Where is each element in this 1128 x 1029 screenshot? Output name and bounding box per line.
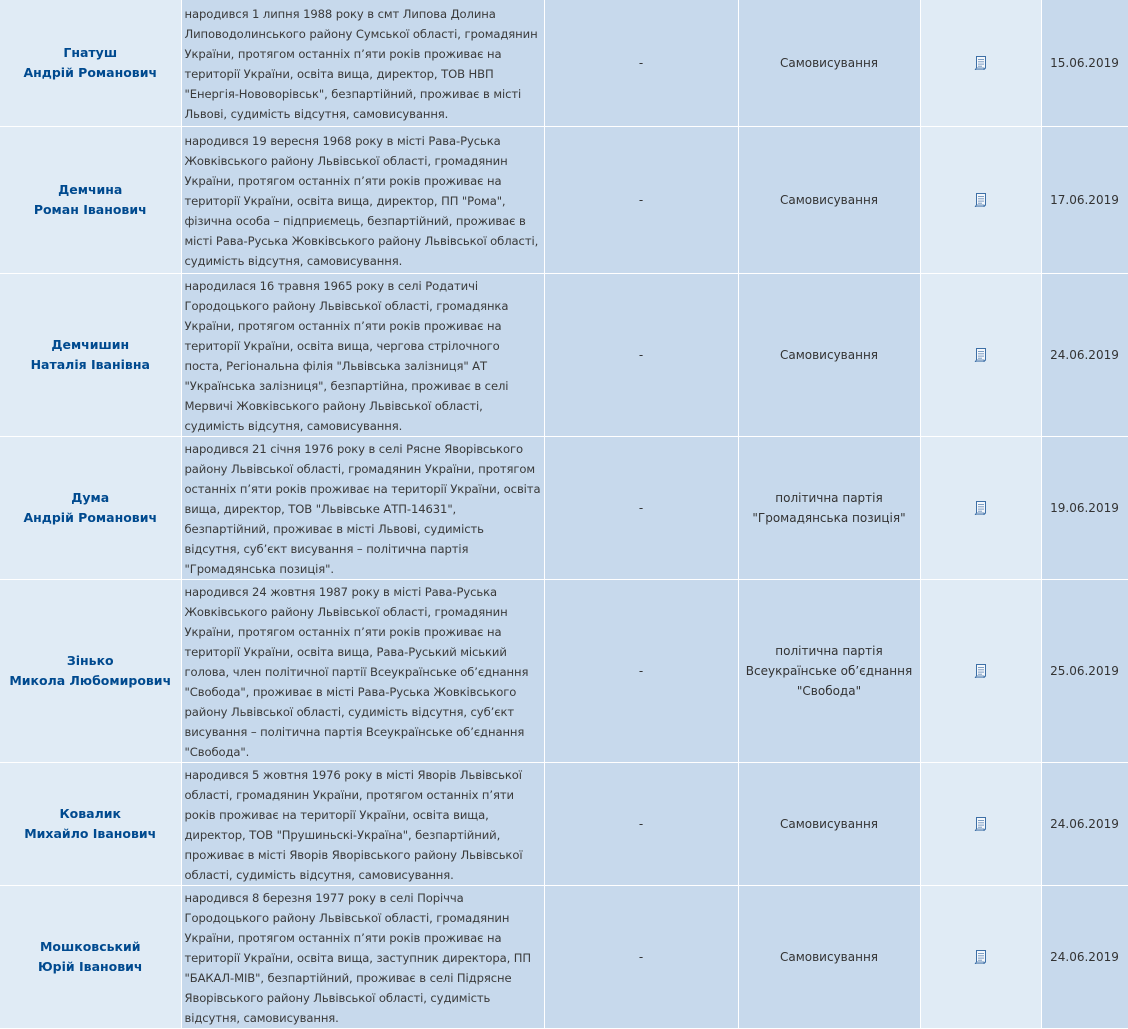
candidate-last-name: Демчишин — [51, 336, 130, 352]
candidate-last-name: Ковалик — [59, 805, 122, 821]
nomination-subject-cell — [738, 126, 920, 273]
registration-date-cell: 24.06.2019 — [1041, 885, 1128, 1028]
candidate-bio-text: народився 1 липня 1988 року в смт Липова Долина Липоводолинського району Сумської області, громадянин України, протягом останніх п’яти років проживає на території України, освіта вища, директор, ТОВ НВП "Енергія-Нововорівськ", безпартійний, проживає в місті Львові, судимість відсутня, самовисування. — [184, 6, 538, 121]
document-link-cell — [920, 579, 1041, 762]
candidate-name-cell — [0, 126, 181, 273]
candidate-first-names: Андрій Романович — [23, 509, 158, 525]
document-link-cell — [920, 885, 1041, 1028]
document-link-cell — [920, 126, 1041, 273]
candidate-last-name: Демчина — [58, 181, 123, 197]
candidate-last-name: Зінько — [66, 652, 114, 668]
nomination-subject-line: Самовисування — [779, 949, 879, 964]
table-row — [0, 273, 1128, 436]
candidate-name-cell — [0, 579, 181, 762]
candidate-bio-cell — [181, 762, 544, 885]
registration-date-cell: 17.06.2019 — [1041, 126, 1128, 273]
candidate-last-name: Гнатуш — [63, 44, 118, 60]
candidate-bio-text: народився 8 березня 1977 року в селі Порічча Городоцького району Львівської області, громадянин України, протягом останніх п’яти років проживає на території України, освіта вища, заступник директора, ПП "БАКАЛ-МІВ", безпартійний, проживає в селі Підрясне Яворівського району Львівської області, судимість відсутня, самовисування. — [184, 890, 531, 1025]
party-membership-cell: - — [544, 885, 738, 1028]
nomination-subject-line: Самовисування — [779, 816, 879, 831]
candidate-name-cell — [0, 436, 181, 579]
document-icon[interactable] — [973, 663, 989, 679]
candidate-first-names: Наталія Іванівна — [30, 356, 150, 372]
party-membership-cell: - — [544, 126, 738, 273]
party-membership-cell: - — [544, 273, 738, 436]
candidate-first-names: Михайло Іванович — [24, 825, 157, 841]
document-icon[interactable] — [973, 192, 989, 208]
candidate-bio-text: народився 5 жовтня 1976 року в місті Яворів Львівської області, громадянин України, протягом останніх п’яти років проживає на території України, освіта вища, директор, ТОВ "Прушиньскі-Україна", безпартійний, проживає в місті Яворів Яворівського району Львівської області, судимість відсутня, самовисування. — [184, 767, 523, 882]
document-link-cell — [920, 0, 1041, 126]
table-row — [0, 885, 1128, 1028]
nomination-subject-cell — [738, 0, 920, 126]
document-icon[interactable] — [973, 347, 989, 363]
document-icon[interactable] — [973, 949, 989, 965]
document-link-cell — [920, 762, 1041, 885]
party-membership-cell: - — [544, 436, 738, 579]
candidate-first-names: Микола Любомирович — [9, 672, 172, 688]
party-membership-cell: - — [544, 579, 738, 762]
registration-date-cell: 24.06.2019 — [1041, 762, 1128, 885]
table-row — [0, 436, 1128, 579]
candidate-name-cell — [0, 273, 181, 436]
candidate-bio-text: народився 24 жовтня 1987 року в місті Рава-Руська Жовківського району Львівської області, громадянин України, протягом останніх п’яти років проживає на території України, освіта вища, Рава-Руський міський голова, член політичної партії Всеукраїнське об’єднання "Свобода", проживає в місті Рава-Руська Жовківського району Львівської області, судимість відсутня, суб’єкт висування – політична партія Всеукраїнське об’єднання "Свобода". — [184, 584, 529, 759]
candidate-name-cell — [0, 762, 181, 885]
candidate-first-names: Юрій Іванович — [38, 958, 143, 974]
nomination-subject-line: політична партія — [775, 643, 883, 658]
candidate-first-names: Роман Іванович — [33, 201, 147, 217]
nomination-subject-cell — [738, 579, 920, 762]
candidate-first-names: Андрій Романович — [23, 64, 158, 80]
nomination-subject-cell — [738, 762, 920, 885]
table-row — [0, 0, 1128, 126]
registration-date-cell: 24.06.2019 — [1041, 273, 1128, 436]
table-row — [0, 579, 1128, 762]
table-row — [0, 762, 1128, 885]
nomination-subject-line: Самовисування — [779, 192, 879, 207]
document-icon[interactable] — [973, 816, 989, 832]
candidate-bio-cell — [181, 579, 544, 762]
registration-date-cell: 25.06.2019 — [1041, 579, 1128, 762]
candidate-bio-cell — [181, 0, 544, 126]
candidate-bio-text: народилася 16 травня 1965 року в селі Родатичі Городоцького району Львівської області, громадянка України, протягом останніх п’яти років проживає на території України, освіта вища, чергова стрілочного поста, Регіональна філія "Львівська залізниця" АТ "Українська залізниця", безпартійна, проживає в селі Мервичі Жовківського району Львівської області, судимість відсутня, самовисування. — [184, 278, 509, 433]
candidate-bio-cell — [181, 885, 544, 1028]
registration-date-cell: 19.06.2019 — [1041, 436, 1128, 579]
nomination-subject-line: Самовисування — [779, 55, 879, 70]
candidate-bio-text: народився 21 січня 1976 року в селі Рясне Яворівського району Львівської області, громадянин України, протягом останніх п’яти років проживає на території України, освіта вища, директор, ТОВ "Львівське АТП-14631", безпартійний, проживає в місті Львові, судимість відсутня, суб’єкт висування – політична партія "Громадянська позиція". — [184, 441, 541, 576]
document-icon[interactable] — [973, 500, 989, 516]
registration-date-cell: 15.06.2019 — [1041, 0, 1128, 126]
document-icon[interactable] — [973, 55, 989, 71]
nomination-subject-line: Самовисування — [779, 347, 879, 362]
table-row — [0, 126, 1128, 273]
candidate-name-cell — [0, 885, 181, 1028]
nomination-subject-line: політична партія — [775, 490, 883, 505]
nomination-subject-line: "Свобода" — [796, 683, 862, 698]
party-membership-cell: - — [544, 0, 738, 126]
party-membership-cell: - — [544, 762, 738, 885]
nomination-subject-cell — [738, 885, 920, 1028]
candidate-last-name: Дума — [71, 489, 110, 505]
candidate-last-name: Мошковський — [39, 938, 141, 954]
candidate-bio-cell — [181, 273, 544, 436]
candidate-bio-cell — [181, 436, 544, 579]
nomination-subject-line: "Громадянська позиція" — [752, 510, 906, 525]
candidate-bio-cell — [181, 126, 544, 273]
document-link-cell — [920, 436, 1041, 579]
candidate-bio-text: народився 19 вересня 1968 року в місті Рава-Руська Жовківського району Львівської області, громадянин України, протягом останніх п’яти років проживає на території України, освіта вища, директор, ПП "Рома", фізична особа – підприємець, безпартійний, проживає в місті Рава-Руська Жовківського району Львівської області, судимість відсутня, самовисування. — [184, 133, 539, 268]
nomination-subject-cell — [738, 436, 920, 579]
nomination-subject-cell — [738, 273, 920, 436]
document-link-cell — [920, 273, 1041, 436]
candidate-name-cell — [0, 0, 181, 126]
nomination-subject-line: Всеукраїнське об’єднання — [745, 663, 913, 678]
